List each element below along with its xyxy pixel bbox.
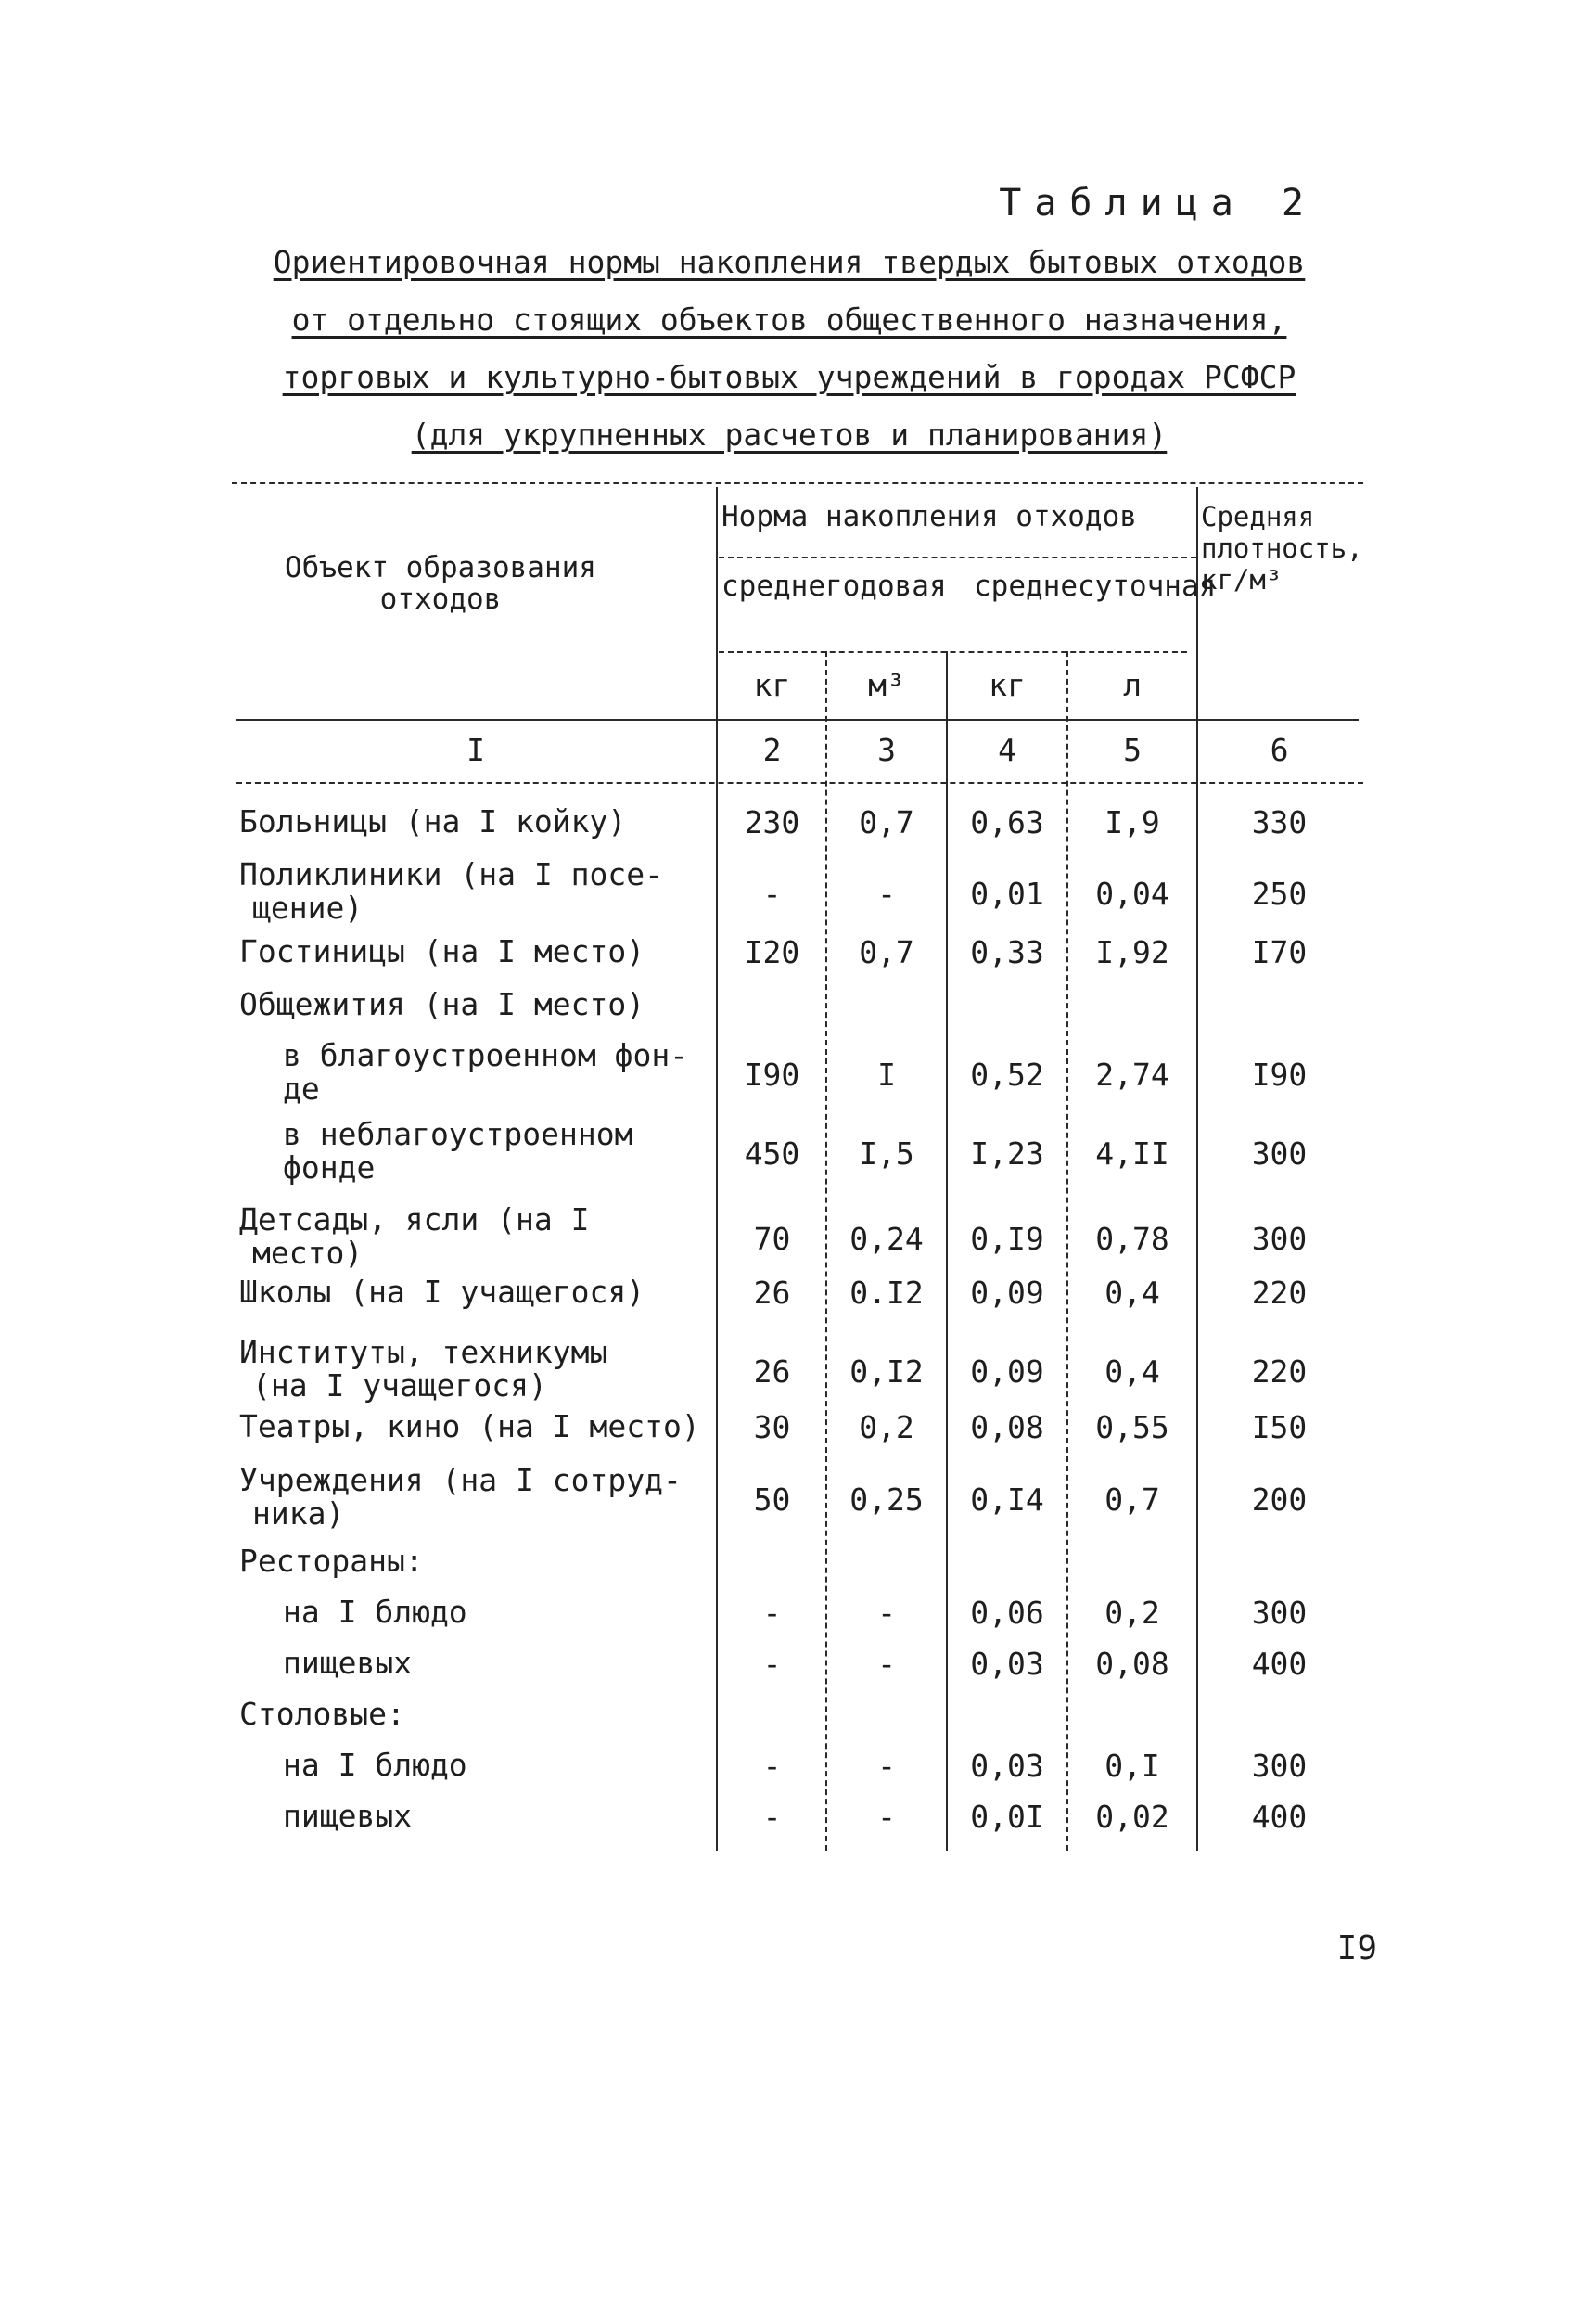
table-cell: 0,78: [1095, 1221, 1169, 1257]
table-cell: 230: [744, 804, 800, 840]
table-cell: 0,02: [1095, 1799, 1169, 1835]
table-cell: 300: [1251, 1595, 1308, 1631]
table-cell: 0,24: [849, 1221, 924, 1257]
table-cell: I50: [1251, 1409, 1308, 1445]
column-number: 3: [877, 732, 896, 768]
row-name-line: фонде: [283, 1149, 376, 1186]
table-cell: 250: [1251, 876, 1308, 912]
table-cell: -: [877, 1748, 896, 1784]
table-cell: 300: [1251, 1221, 1308, 1257]
table-row-name: [283, 1118, 633, 1185]
table-cell: 0,55: [1095, 1409, 1169, 1445]
row-name-line: Учреждения (на I сотруд-: [239, 1462, 682, 1498]
table-cell: I,5: [859, 1135, 914, 1172]
title-line: Ориентировочная нормы накопления твердых бытовых отходов: [273, 244, 1306, 280]
table-cell: 0,I4: [970, 1481, 1044, 1518]
table-cell: 0,09: [970, 1275, 1044, 1311]
table-row-name: [239, 858, 663, 925]
table-cell: 0,7: [859, 934, 914, 970]
table-cell: I70: [1251, 934, 1308, 970]
units-top-rule: [719, 651, 1187, 653]
table-row-name: [283, 1039, 688, 1106]
table-cell: I,92: [1095, 934, 1169, 970]
numbers-bottom-rule: [236, 782, 1363, 784]
column-number: 2: [762, 732, 782, 768]
table-cell: 0,33: [970, 934, 1044, 970]
row-name-line: на I блюдо: [283, 1594, 467, 1630]
norm-group-header: Норма накопления отходов: [721, 500, 1137, 533]
title-line: торговых и культурно-бытовых учреждений в городах РСФСР: [282, 359, 1296, 395]
row-name-line: Театры, кино (на I место): [239, 1408, 700, 1444]
header-top-rule: [232, 482, 1363, 484]
unit-label: кг: [753, 667, 791, 703]
density-header: Средняя плотность, кг/м³: [1201, 501, 1363, 596]
column-number: 6: [1270, 732, 1289, 768]
table-row-name: [239, 1545, 424, 1578]
title-line: (для укрупненных расчетов и планирования): [411, 417, 1168, 453]
table-cell: 0,63: [970, 804, 1044, 840]
table-cell: -: [877, 1595, 896, 1631]
table-row-name: [283, 1596, 467, 1629]
table-row-name: [239, 1276, 645, 1309]
row-name-line: на I блюдо: [283, 1747, 467, 1783]
row-name-line: Рестораны:: [239, 1543, 424, 1579]
avg-day-header: среднесуточная: [974, 570, 1217, 603]
table-cell: 400: [1251, 1799, 1308, 1835]
table-cell: 30: [753, 1409, 791, 1445]
row-name-line: место): [252, 1235, 364, 1271]
table-row-name: [239, 988, 645, 1021]
table-cell: 0,09: [970, 1353, 1044, 1390]
row-name-line: Институты, техникумы: [239, 1334, 608, 1370]
table-cell: 0,08: [970, 1409, 1044, 1445]
table-row-name: [239, 1464, 682, 1531]
table-row-name: [283, 1749, 467, 1782]
table-cell: -: [762, 1799, 782, 1835]
row-name-line: Столовые:: [239, 1696, 405, 1732]
table-cell: 0,7: [1104, 1481, 1160, 1518]
avg-year-header: среднегодовая: [721, 570, 947, 603]
units-bottom-rule: [236, 719, 1359, 721]
table-cell: 0,0I: [970, 1799, 1044, 1835]
table-cell: 2,74: [1095, 1057, 1169, 1093]
unit-label: кг: [989, 667, 1026, 703]
row-name-line: Поликлиники (на I посе-: [239, 856, 663, 892]
table-cell: 4,II: [1095, 1135, 1169, 1172]
table-row-name: [239, 805, 626, 839]
table-cell: 0,7: [859, 804, 914, 840]
table-cell: -: [762, 1595, 782, 1631]
row-name-line: пищевых: [283, 1645, 413, 1681]
object-col-header: Объект образования отходов: [285, 551, 596, 616]
table-cell: 0,01: [970, 876, 1044, 912]
table-cell: -: [762, 876, 782, 912]
table-cell: 0,I2: [849, 1353, 924, 1390]
row-name-line: Детсады, ясли (на I: [239, 1201, 590, 1237]
row-name-line: в благоустроенном фон-: [283, 1037, 689, 1073]
table-cell: 330: [1251, 804, 1308, 840]
row-name-line: (на I учащегося): [252, 1367, 547, 1404]
row-name-line: Школы (на I учащегося): [239, 1274, 645, 1310]
table-label: Таблица 2: [999, 182, 1317, 224]
table-cell: -: [877, 876, 896, 912]
row-name-line: щение): [252, 890, 364, 926]
row-name-line: де: [283, 1071, 320, 1107]
table-cell: 0,52: [970, 1057, 1044, 1093]
table-row-name: [239, 1203, 590, 1270]
table-cell: 300: [1251, 1748, 1308, 1784]
col-divider: [716, 487, 718, 1851]
table-cell: -: [762, 1646, 782, 1682]
row-name-line: пищевых: [283, 1798, 413, 1834]
table-cell: 50: [753, 1481, 791, 1518]
table-cell: 0,08: [1095, 1646, 1169, 1682]
column-number: 5: [1123, 732, 1142, 768]
table-cell: 200: [1251, 1481, 1308, 1518]
column-number: 4: [998, 732, 1016, 768]
table-cell: 0,03: [970, 1646, 1044, 1682]
table-row-name: [239, 935, 645, 968]
table-cell: 0,06: [970, 1595, 1044, 1631]
table-cell: 450: [744, 1135, 800, 1172]
table-cell: 70: [753, 1221, 791, 1257]
row-name-line: Общежития (на I место): [239, 986, 645, 1022]
table-cell: I90: [744, 1057, 800, 1093]
table-row-name: [283, 1800, 412, 1833]
table-cell: 26: [753, 1353, 791, 1390]
table-cell: 0,I: [1104, 1748, 1160, 1784]
table-cell: 400: [1251, 1646, 1308, 1682]
row-name-line: ника): [252, 1495, 345, 1532]
row-name-line: Гостиницы (на I место): [239, 933, 645, 969]
table-cell: 0,04: [1095, 876, 1169, 912]
table-cell: 220: [1251, 1353, 1308, 1390]
title-line: от отдельно стоящих объектов общественного назначения,: [291, 301, 1287, 338]
table-cell: 0,03: [970, 1748, 1044, 1784]
column-number: I: [466, 732, 485, 768]
table-cell: 0,2: [859, 1409, 914, 1445]
table-cell: 220: [1251, 1275, 1308, 1311]
table-cell: 0,4: [1104, 1353, 1160, 1390]
table-cell: I90: [1251, 1057, 1308, 1093]
table-title: [219, 234, 1360, 464]
table-cell: 0.I2: [849, 1275, 924, 1311]
page-number: I9: [1336, 1930, 1377, 1968]
row-name-line: Больницы (на I койку): [239, 803, 627, 840]
table-row-name: [239, 1336, 607, 1403]
table-cell: 300: [1251, 1135, 1308, 1172]
table-cell: 0,I9: [970, 1221, 1044, 1257]
table-cell: I,23: [970, 1135, 1044, 1172]
table-cell: I: [877, 1057, 896, 1093]
subheader-rule: [719, 557, 1196, 558]
table-row-name: [239, 1698, 405, 1731]
unit-label: л: [1123, 667, 1142, 703]
table-cell: -: [877, 1646, 896, 1682]
table-cell: I,9: [1104, 804, 1160, 840]
table-cell: I20: [744, 934, 800, 970]
table-cell: 0,2: [1104, 1595, 1160, 1631]
table-row-name: [283, 1647, 412, 1680]
table-cell: -: [877, 1799, 896, 1835]
unit-label: м³: [868, 667, 905, 703]
table-cell: 26: [753, 1275, 791, 1311]
table-row-name: [239, 1410, 700, 1443]
table-cell: -: [762, 1748, 782, 1784]
table-cell: 0,4: [1104, 1275, 1160, 1311]
row-name-line: в неблагоустроенном: [283, 1116, 633, 1152]
table-cell: 0,25: [849, 1481, 924, 1518]
